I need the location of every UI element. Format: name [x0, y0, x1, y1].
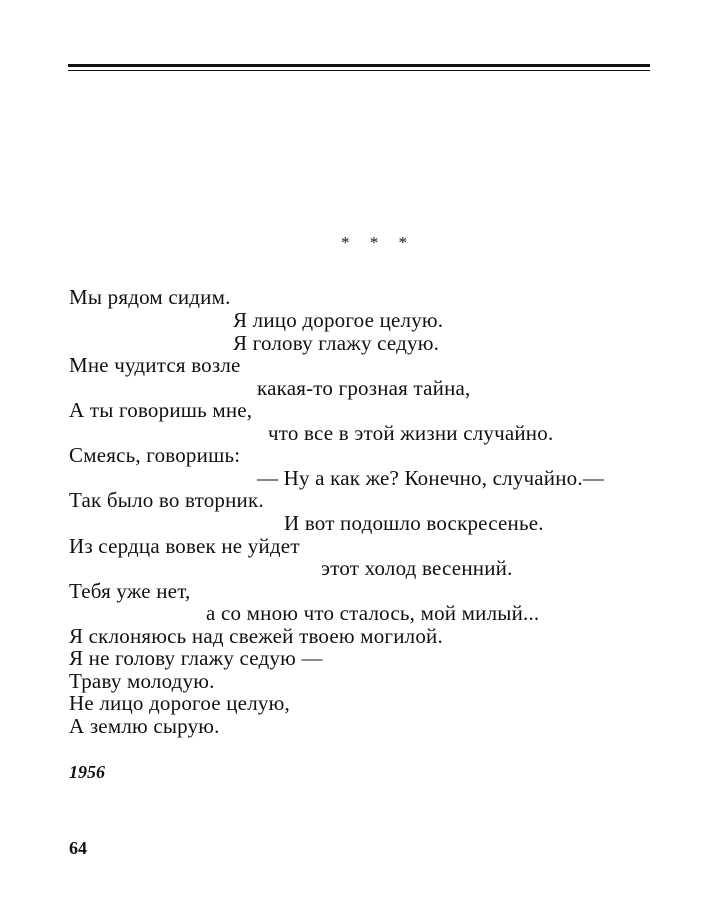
- poem-line: Так было во вторник.: [69, 488, 264, 512]
- poem-date: 1956: [69, 762, 105, 782]
- poem-line: Мы рядом сидим.: [69, 285, 231, 309]
- section-asterisks: * * *: [341, 233, 415, 252]
- poem-line: — Ну а как же? Конечно, случайно.—: [257, 466, 605, 490]
- poem-line: Я лицо дорогое целую.: [233, 308, 444, 332]
- poem-line: Мне чудится возле: [69, 353, 241, 377]
- header-rule-thick: [68, 64, 650, 67]
- poem-line: А ты говоришь мне,: [69, 398, 253, 422]
- poem-line: Я голову глажу седую.: [233, 331, 440, 355]
- poem-line: что все в этой жизни случайно.: [268, 421, 554, 445]
- poem-line: а со мною что сталось, мой милый...: [206, 601, 540, 625]
- poem-line: Тебя уже нет,: [69, 579, 191, 603]
- page-number: 64: [69, 838, 87, 858]
- poem-line: И вот подошло воскресенье.: [284, 511, 544, 535]
- poem-line: Смеясь, говоришь:: [69, 443, 241, 467]
- poem-line: Из сердца вовек не уйдет: [69, 534, 300, 558]
- poem-line: Я склоняюсь над свежей твоею могилой.: [69, 624, 443, 648]
- header-rule-thin: [68, 70, 650, 71]
- poem-line: Я не голову глажу седую —: [69, 646, 323, 670]
- poem-line: этот холод весенний.: [321, 556, 513, 580]
- poem-line: А землю сырую.: [69, 714, 220, 738]
- poem-line: Не лицо дорогое целую,: [69, 691, 290, 715]
- poem-line: какая-то грозная тайна,: [257, 376, 471, 400]
- poem-line: Траву молодую.: [69, 669, 215, 693]
